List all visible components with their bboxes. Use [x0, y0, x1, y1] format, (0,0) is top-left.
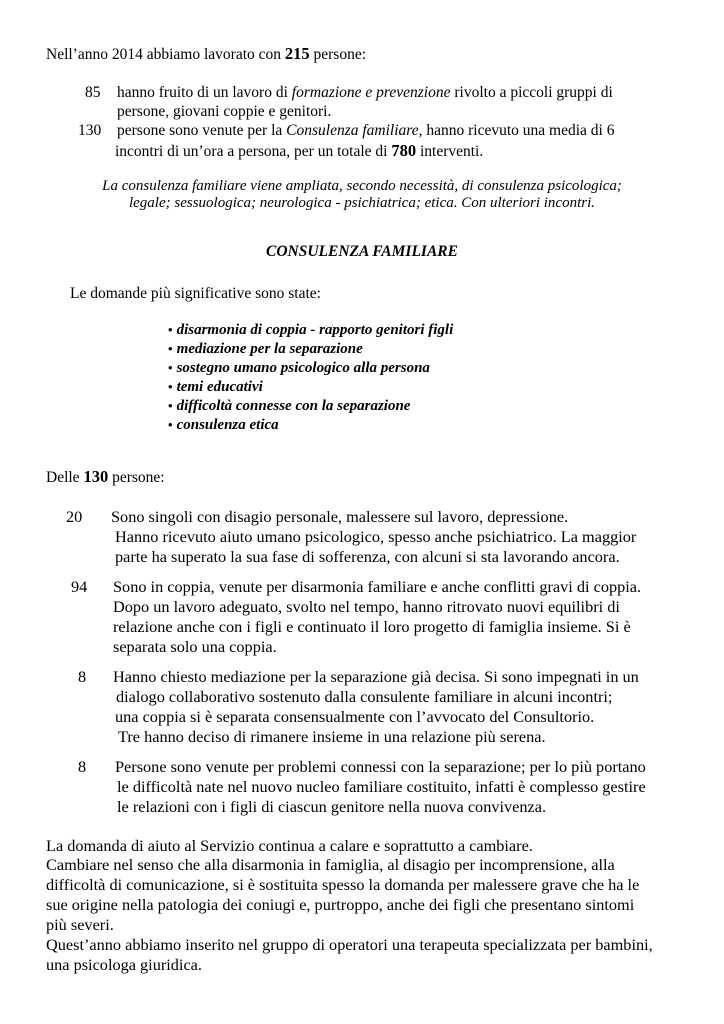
bullet-item: [168, 396, 410, 416]
closing-line: Cambiare nel senso che alla disarmonia in famiglia, al disagio per incomprensione, alla: [46, 855, 615, 874]
breakdown-intro-text-end: persone:: [108, 469, 165, 486]
closing-line: una psicologa giuridica.: [46, 955, 202, 974]
stats-row2-number: 130: [78, 122, 102, 139]
stats-row1-line2: persone, giovani coppie e genitori.: [117, 103, 332, 120]
intro-total: 215: [284, 44, 310, 63]
stats-row2-line1: [117, 121, 615, 140]
stats-row2-emphasis: Consulenza familiare: [286, 122, 419, 139]
stats-row2-text: persone sono venute per la: [117, 122, 287, 139]
breakdown-line: le relazioni con i figli di ciascun genitore nella nuova convivenza.: [117, 797, 547, 816]
breakdown-line: Hanno chiesto mediazione per la separazione già decisa. Si sono impegnati in un: [113, 667, 639, 686]
stats-row2-line2: [115, 141, 483, 161]
bullet-text: sostegno umano psicologico alla persona: [176, 360, 430, 376]
breakdown-number: 8: [78, 667, 87, 686]
stats-row2-text-end: , hanno ricevuto una media di 6: [418, 122, 615, 139]
bullet-text: mediazione per la separazione: [176, 341, 363, 357]
stats-row1-line1: [117, 83, 613, 102]
breakdown-line: le difficoltà nate nel nuovo nucleo familiare costituito, infatti è complesso gestire: [117, 777, 646, 796]
breakdown-intro: [46, 467, 165, 487]
note-line2: legale; sessuologica; neurologica - psichiatrica; etica. Con ulteriori incontri.: [128, 195, 596, 211]
bullet-text: temi educativi: [176, 379, 263, 395]
bullet-item: [168, 358, 430, 378]
bullet-icon: •: [168, 398, 173, 413]
breakdown-line: una coppia si è separata consensualmente con l’avvocato del Consultorio.: [115, 707, 595, 726]
breakdown-number: 94: [71, 577, 88, 596]
stats-row2-line2-text: incontri di un’ora a persona, per un totale di: [115, 143, 392, 160]
breakdown-intro-text: Delle: [46, 469, 84, 486]
intro-text: Nell’anno 2014 abbiamo lavorato con: [46, 46, 285, 63]
stats-row1-text: hanno fruito di un lavoro di: [117, 84, 292, 101]
stats-row2-total: 780: [391, 141, 417, 160]
note-line1: La consulenza familiare viene ampliata, secondo necessità, di consulenza psicologica;: [102, 178, 622, 194]
breakdown-number: 8: [78, 757, 87, 776]
bullet-item: [168, 339, 363, 359]
bullet-item: [168, 320, 453, 340]
closing-line: Quest’anno abbiamo inserito nel gruppo di operatori una terapeuta specializzata per bambini,: [46, 935, 653, 954]
closing-line: più severi.: [46, 915, 114, 934]
bullet-item: [168, 415, 279, 435]
closing-line: sue origine nella patologia dei coniugi e, purtroppo, anche dei figli che presentano sintomi: [46, 895, 635, 914]
stats-row1-number: 85: [85, 84, 101, 101]
stats-row2-line2-end: interventi.: [416, 143, 484, 160]
bullet-icon: •: [168, 341, 173, 356]
bullet-text: difficoltà connesse con la separazione: [176, 398, 411, 414]
section-title: CONSULENZA FAMILIARE: [266, 243, 458, 260]
breakdown-line: Sono singoli con disagio personale, malessere sul lavoro, depressione.: [111, 507, 569, 526]
stats-row1-emphasis: formazione e prevenzione: [291, 84, 451, 101]
bullet-icon: •: [168, 379, 173, 394]
breakdown-line: Dopo un lavoro adeguato, svolto nel tempo, hanno ritrovato nuovi equilibri di: [113, 597, 620, 616]
closing-line: La domanda di aiuto al Servizio continua a calare e soprattutto a cambiare.: [46, 836, 533, 855]
stats-row1-text-end: rivolto a piccoli gruppi di: [450, 84, 613, 101]
breakdown-intro-number: 130: [83, 467, 109, 486]
bullet-icon: •: [168, 417, 173, 432]
breakdown-line: Persone sono venute per problemi connessi con la separazione; per lo più portano: [115, 757, 646, 776]
breakdown-line: Hanno ricevuto aiuto umano psicologico, spesso anche psichiatrico. La maggior: [115, 527, 637, 546]
bullet-text: consulenza etica: [176, 417, 279, 433]
bullet-text: disarmonia di coppia - rapporto genitori figli: [176, 322, 454, 338]
breakdown-line: parte ha superato la sua fase di sofferenza, con alcuni si sta lavorando ancora.: [115, 547, 620, 566]
bullet-icon: •: [168, 322, 173, 337]
closing-line: difficoltà di comunicazione, si è sostituita spesso la domanda per malessere grave che ha le: [46, 875, 640, 894]
requests-intro: Le domande più significative sono state:: [70, 285, 321, 302]
breakdown-line: relazione anche con i figli e continuato il loro progetto di famiglia insieme. Si è: [113, 617, 631, 636]
breakdown-line: dialogo collaborativo sostenuto dalla consulente familiare in alcuni incontri;: [116, 687, 613, 706]
breakdown-number: 20: [66, 507, 83, 526]
intro-text-end: persone:: [309, 46, 367, 63]
breakdown-line: Tre hanno deciso di rimanere insieme in una relazione più serena.: [118, 727, 546, 746]
intro-line: [46, 44, 366, 64]
bullet-item: [168, 377, 263, 397]
bullet-icon: •: [168, 360, 173, 375]
breakdown-line: Sono in coppia, venute per disarmonia familiare e anche conflitti gravi di coppia.: [113, 577, 642, 596]
breakdown-line: separata solo una coppia.: [113, 637, 277, 656]
